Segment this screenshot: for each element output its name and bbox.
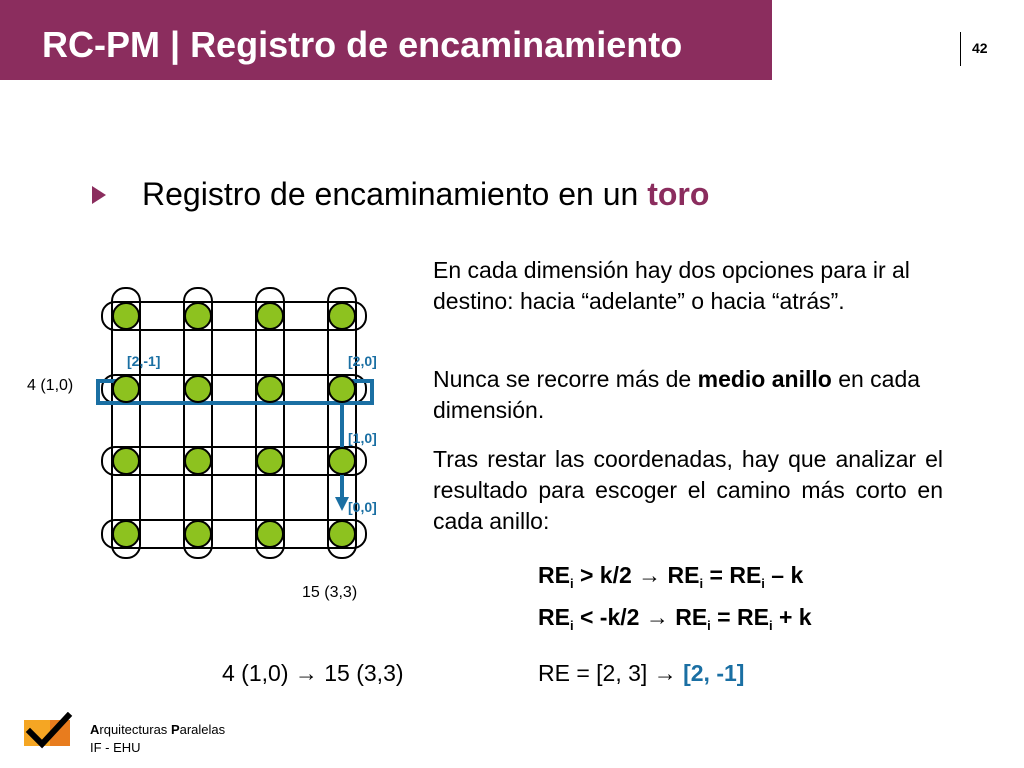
torus-node [185, 521, 211, 547]
source-node-label: 4 (1,0) [27, 377, 74, 394]
brand-word-a: rquitecturas [99, 722, 171, 737]
f2-sub3: i [768, 618, 773, 633]
f2-cond: < -k/2 [573, 604, 646, 630]
page-number: 42 [972, 40, 988, 56]
f2-sub1: i [569, 618, 574, 633]
route-arrowhead-icon [335, 497, 349, 511]
p2-bold: medio anillo [697, 366, 832, 392]
f2-arrow: → [645, 604, 669, 630]
f2-sub2: i [707, 618, 711, 633]
torus-node [257, 376, 283, 402]
f2-b: RE [668, 604, 708, 630]
row-wrap-link [102, 375, 366, 403]
torus-node [257, 303, 283, 329]
f2-d: + k [772, 604, 812, 630]
torus-node [113, 521, 139, 547]
torus-node [113, 376, 139, 402]
torus-node [185, 303, 211, 329]
row-wrap-link [102, 520, 366, 548]
torus-node [113, 303, 139, 329]
torus-node [329, 448, 355, 474]
torus-node [329, 376, 355, 402]
f1-cond: > k/2 [573, 562, 639, 588]
f1-sub3: i [761, 576, 765, 591]
paragraph-subtract: Tras restar las coordenadas, hay que analizar el resultado para escoger el camino más corto en cada anillo: [433, 446, 943, 534]
route-label-2-minus1: [2,-1] [127, 353, 161, 369]
f2-c: = RE [710, 604, 769, 630]
brand-initial-p: P [170, 722, 180, 737]
footer-org: IF - EHU [90, 740, 141, 755]
f1-arrow: → [638, 562, 662, 588]
torus-node [185, 376, 211, 402]
bullet-heading-emphasis: toro [647, 176, 710, 212]
brand-initial-a: A [90, 722, 100, 737]
torus-nodes [113, 303, 355, 547]
row-wrap-link [102, 447, 366, 475]
destination-node-label: 15 (3,3) [302, 584, 358, 601]
torus-node [113, 448, 139, 474]
paragraph-options: En cada dimensión hay dos opciones para ir al destino: hacia “adelante” o hacia “atrás”. [433, 257, 910, 314]
f1-sub1: i [569, 576, 574, 591]
torus-node [329, 303, 355, 329]
route-label-2-0: [2,0] [348, 353, 377, 369]
f1-c: = RE [703, 562, 762, 588]
footer-brand [90, 722, 225, 737]
torus-node [257, 448, 283, 474]
f1-d: – k [764, 562, 804, 588]
bullet-heading-text: Registro de encaminamiento en un [142, 176, 648, 212]
torus-node [257, 521, 283, 547]
torus-node [329, 521, 355, 547]
f2-a: RE [538, 604, 570, 630]
f1-a: RE [538, 562, 570, 588]
title-course: RC-PM [42, 24, 160, 65]
f1-sub2: i [699, 576, 704, 591]
ehu-logo-icon [24, 712, 84, 756]
p2-end: en cada dimensión. [433, 366, 921, 423]
brand-word-p: aralelas [179, 722, 226, 737]
example-re: RE = [2, 3] → [538, 660, 684, 686]
title-topic: Registro de encaminamiento [190, 24, 683, 65]
route-label-0-0: [0,0] [348, 499, 377, 515]
row-wrap-link [102, 302, 366, 330]
f1-b: RE [661, 562, 700, 588]
title-separator: | [169, 24, 181, 65]
p2-start: Nunca se recorre más de [433, 366, 698, 392]
torus-wrap-links [102, 288, 366, 558]
torus-node [185, 448, 211, 474]
route-label-1-0: [1,0] [348, 430, 377, 446]
example-route: 4 (1,0) → 15 (3,3) [222, 660, 404, 686]
example-result-value: [2, -1] [683, 660, 745, 686]
